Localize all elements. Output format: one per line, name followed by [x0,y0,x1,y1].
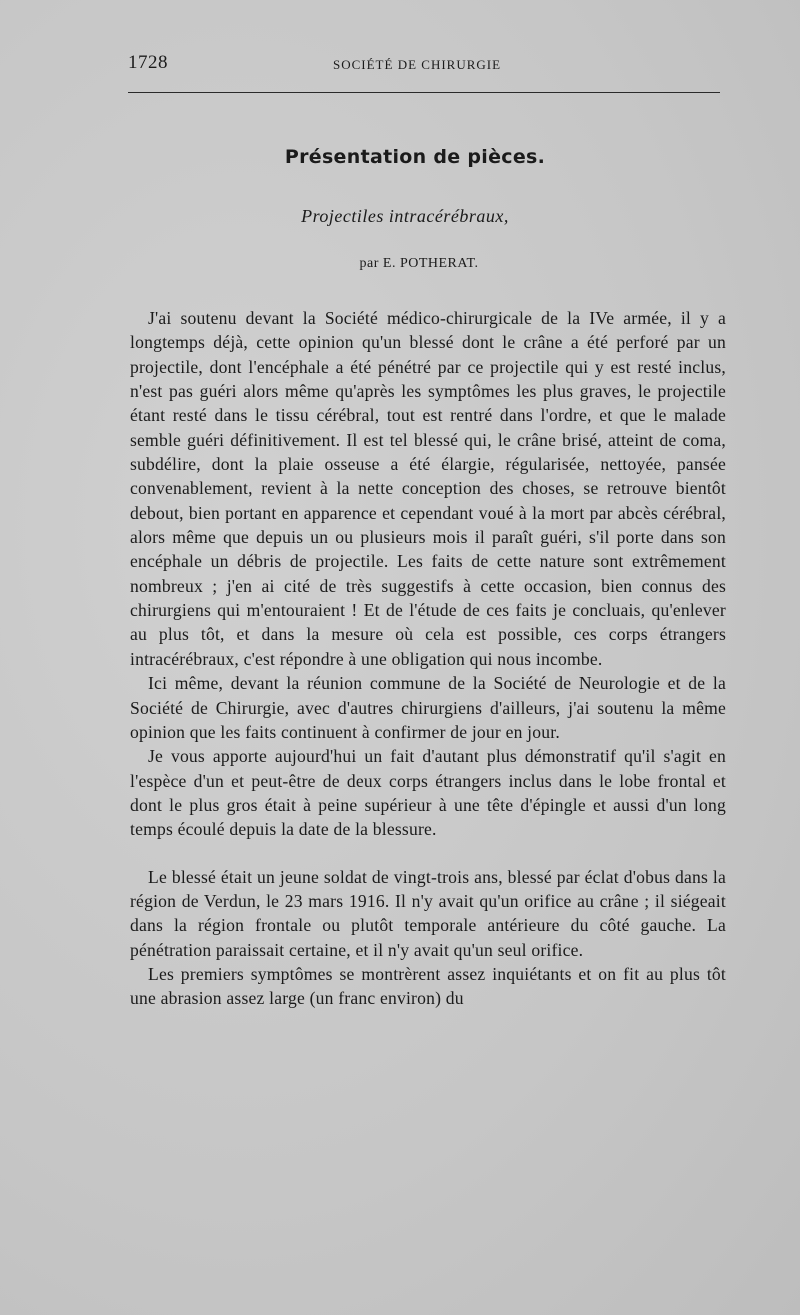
byline: par E. POTHERAT. [359,256,479,271]
article-title: Projectiles intracérébraux, [301,206,509,226]
paragraph: J'ai soutenu devant la Société médico-chirurgicale de la IVe armée, il y a longtemps déjà, cette opinion qu'un blessé dont le crâne a été perforé par un projectile, dont l'encéphale a été pénétré par ce projectile qui y est resté inclus, n'est pas guéri alors même qu'après les symptômes les plus graves, le projectile étant resté dans le tissu cérébral, tout est rentré dans l'ordre, et que le malade semble guéri définitivement. Il est tel blessé qui, le crâne brisé, atteint de coma, subdélire, dont la plaie osseuse a été élargie, régularisée, nettoyée, pansée convenablement, revient à la nette conception des choses, se retrouve bientôt debout, bien portant en apparence et cependant voué à la mort par abcès cérébral, alors même que depuis un ou plusieurs mois il paraît guéri, s'il porte dans son encéphale un débris de projectile. Les faits de cette nature sont extrêmement nombreux ; j'en ai cité de très suggestifs à cette occasion, bien connus des chirurgiens qui m'entouraient ! Et de l'étude de ces faits je concluais, qu'enlever au plus tôt, et dans la mesure où cela est possible, ces corps étrangers intracérébraux, c'est répondre à une obligation qui nous incombe. [130,308,726,669]
header-rule [128,92,720,93]
paragraph: Je vous apporte aujourd'hui un fait d'autant plus démonstratif qu'il s'agit en l'espèce d'un et peut-être de deux corps étrangers inclus dans le lobe frontal et dont le plus gros était à peine supérieur à une tête d'épingle et aussi d'un long temps écoulé depuis la date de la blessure. [130,746,726,840]
article-body [130,306,726,1011]
paragraph: Le blessé était un jeune soldat de vingt-trois ans, blessé par éclat d'obus dans la région de Verdun, le 23 mars 1916. Il n'y avait qu'un orifice au crâne ; il siégeait dans la région frontale ou plutôt temporale antérieure du côté gauche. La pénétration paraissait certaine, et il n'y avait qu'un seul orifice. [130,866,726,960]
page-header [128,52,720,80]
paragraph: Ici même, devant la réunion commune de la Société de Neurologie et de la Société de Chirurgie, avec d'autres chirurgiens d'ailleurs, j'ai soutenu la même opinion que les faits continuent à confirmer de jour en jour. [130,673,726,742]
running-title: SOCIÉTÉ DE CHIRURGIE [333,57,502,72]
page-number: 1728 [128,52,168,73]
paragraph: Les premiers symptômes se montrèrent assez inquiétants et on fit au plus tôt une abrasion assez large (un franc environ) du [130,963,726,1009]
section-title: Présentation de pièces. [284,146,546,168]
